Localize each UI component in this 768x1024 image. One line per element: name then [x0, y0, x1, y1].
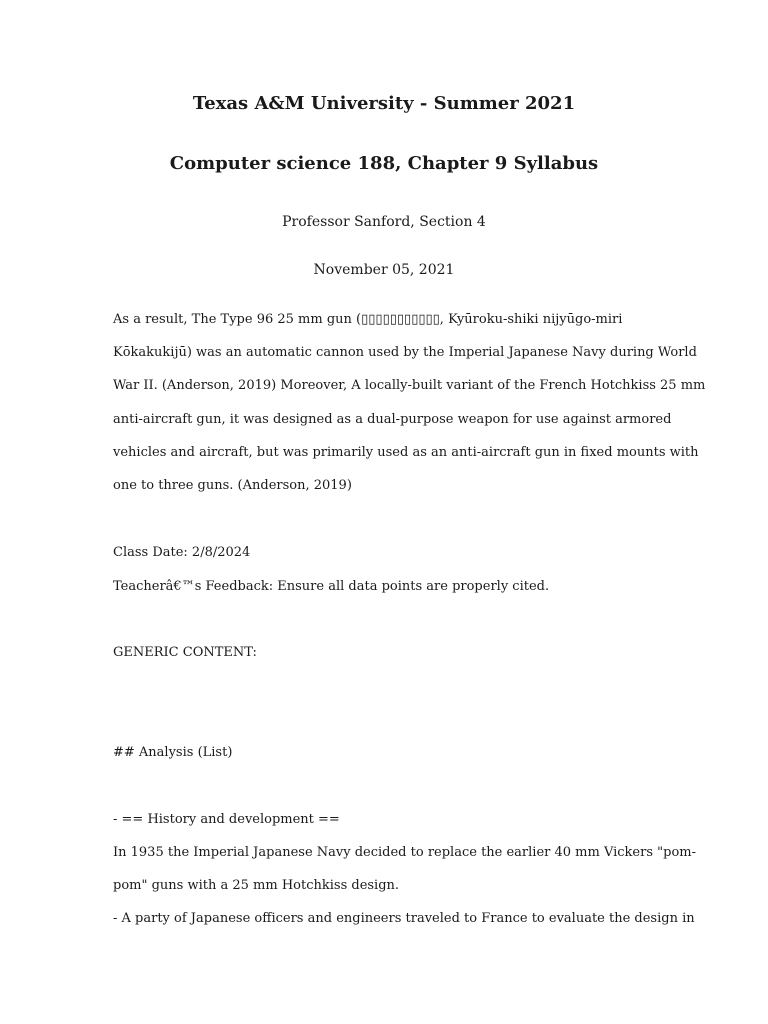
history-line: pom" guns with a 25 mm Hotchkiss design. [113, 878, 400, 893]
teacher-feedback: Teacherâ€™s Feedback: Ensure all data points are properly cited. [113, 579, 550, 594]
paragraph-line: As a result, The Type 96 25 mm gun (▯▯▯▯▯▯▯▯▯▯▯, Kyūroku-shiki nijyūgo-miri [113, 312, 623, 327]
course-title: Computer science 188, Chapter 9 Syllabus [169, 153, 599, 174]
party-list-item: - A party of Japanese officers and engineers traveled to France to evaluate the design in [113, 911, 695, 926]
date-line: November 05, 2021 [313, 262, 455, 278]
analysis-heading: ## Analysis (List) [113, 745, 233, 760]
paragraph-line: War II. (Anderson, 2019) Moreover, A locally-built variant of the French Hotchkiss 25 mm [113, 378, 706, 393]
generic-content-label: GENERIC CONTENT: [113, 645, 257, 660]
history-list-item: - == History and development == [113, 812, 340, 827]
history-line: In 1935 the Imperial Japanese Navy decided to replace the earlier 40 mm Vickers "pom- [113, 845, 696, 860]
university-title: Texas A&M University - Summer 2021 [192, 93, 576, 114]
professor-line: Professor Sanford, Section 4 [282, 214, 486, 230]
paragraph-line: vehicles and aircraft, but was primarily used as an anti-aircraft gun in fixed mounts with [113, 445, 699, 460]
paragraph-line: anti-aircraft gun, it was designed as a dual-purpose weapon for use against armored [113, 412, 672, 427]
paragraph-line: Kōkakukijū) was an automatic cannon used by the Imperial Japanese Navy during World [113, 345, 697, 360]
paragraph-line: one to three guns. (Anderson, 2019) [113, 478, 352, 493]
class-date: Class Date: 2/8/2024 [113, 545, 251, 560]
